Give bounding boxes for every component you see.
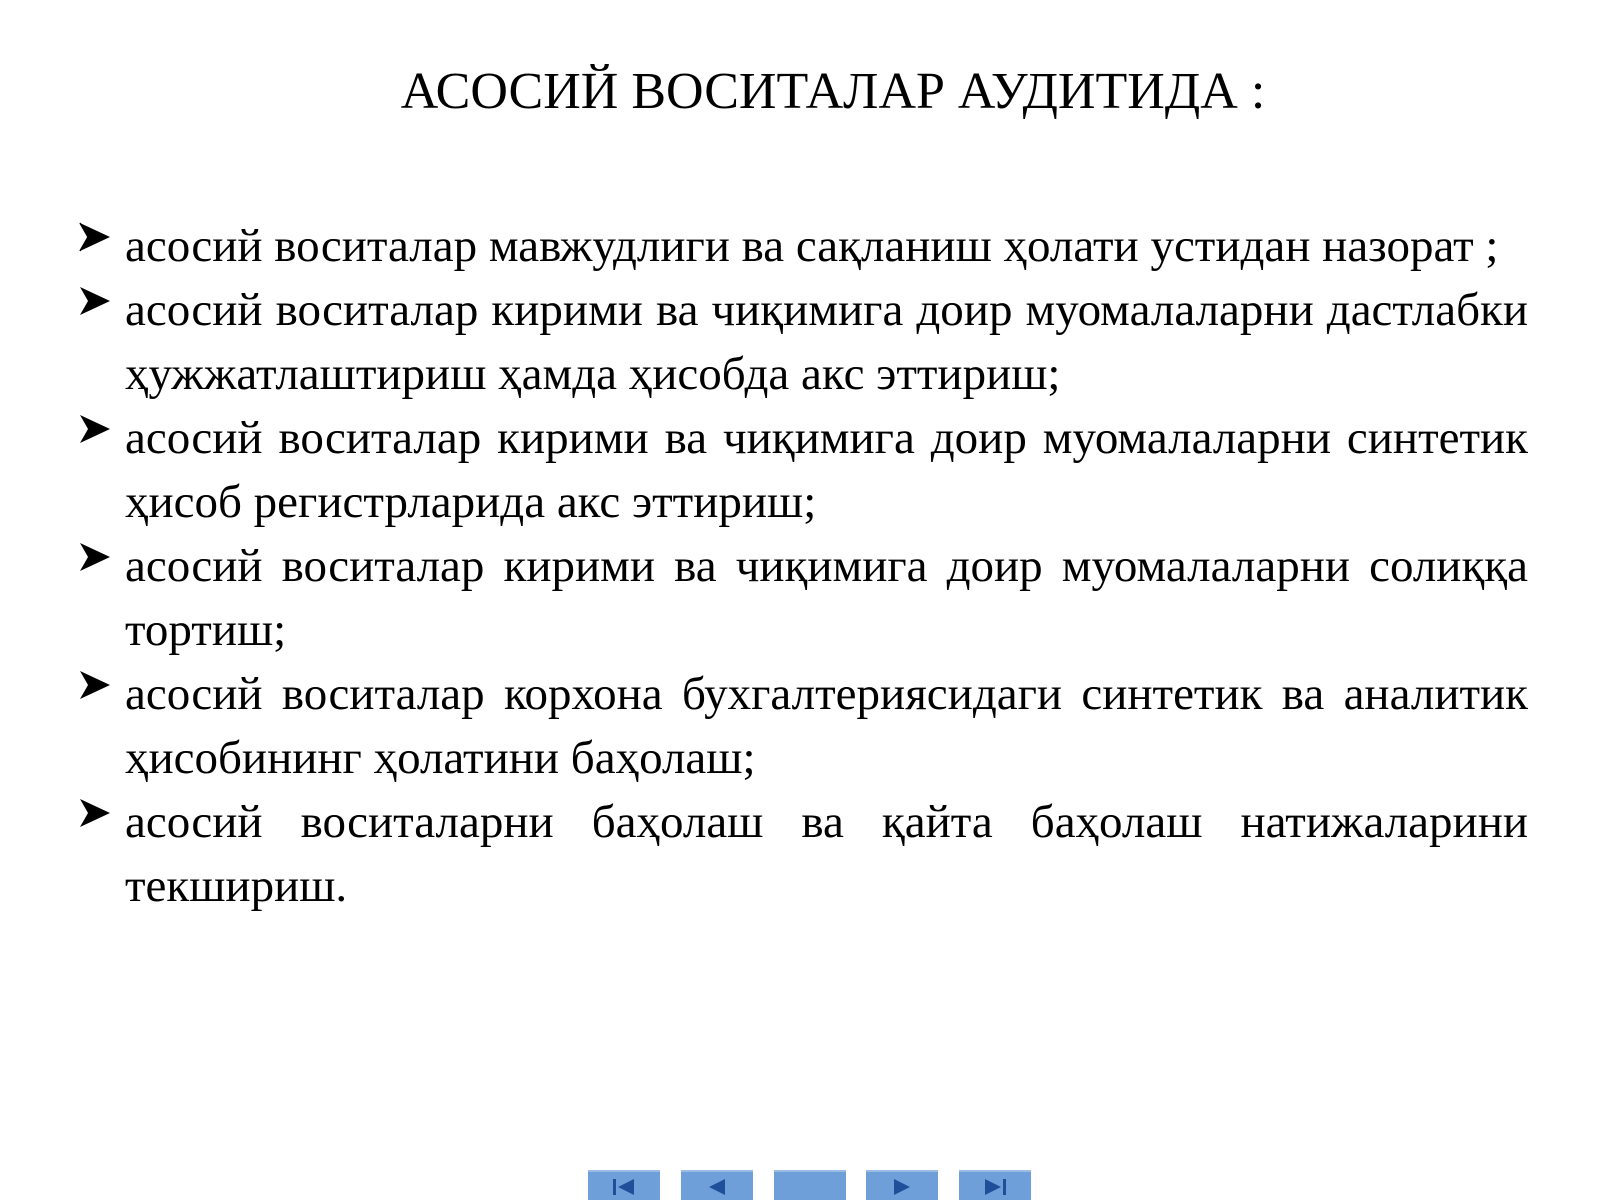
first-slide-icon <box>610 1177 638 1197</box>
slide-title: АСОСИЙ ВОСИТАЛАР АУДИТИДА : <box>400 63 1266 120</box>
bullet-item <box>78 214 1528 278</box>
bullet-text: асосий воситалар кирими ва чиқимига доир муомалаларни солиққа тортиш; <box>125 540 1528 656</box>
bullet-item <box>78 278 1528 406</box>
arrowhead-bullet-icon <box>78 540 112 574</box>
home-button[interactable] <box>774 1170 846 1200</box>
last-slide-icon <box>981 1177 1009 1197</box>
bullet-item <box>78 534 1528 662</box>
bullet-text: асосий воситалар кирими ва чиқимига доир муомалаларни синтетик ҳисоб регистрларида акс эттириш; <box>125 412 1528 528</box>
bullet-item <box>78 790 1528 918</box>
bullet-item <box>78 662 1528 790</box>
home-icon <box>796 1177 824 1197</box>
first-slide-button[interactable] <box>588 1170 660 1200</box>
arrowhead-bullet-icon <box>78 284 112 318</box>
last-slide-button[interactable] <box>959 1170 1031 1200</box>
bullet-item <box>78 406 1528 534</box>
previous-slide-icon <box>703 1177 731 1197</box>
next-slide-button[interactable] <box>866 1170 938 1200</box>
arrowhead-bullet-icon <box>78 796 112 830</box>
arrowhead-bullet-icon <box>78 668 112 702</box>
bullet-text: асосий воситалар кирими ва чиқимига доир муомалаларни дастлабки ҳужжатлаштириш ҳамда ҳисобда акс эттириш; <box>125 284 1528 400</box>
bullet-text: асосий воситалар мавжудлиги ва сақланиш ҳолати устидан назорат ; <box>125 220 1499 272</box>
arrowhead-bullet-icon <box>78 220 112 254</box>
next-slide-icon <box>888 1177 916 1197</box>
bullet-text: асосий воситалар корхона бухгалтериясидаги синтетик ва аналитик ҳисобининг ҳолатини баҳолаш; <box>125 668 1528 784</box>
previous-slide-button[interactable] <box>681 1170 753 1200</box>
bullet-text: асосий воситаларни баҳолаш ва қайта баҳолаш натижаларини текшириш. <box>125 796 1528 912</box>
arrowhead-bullet-icon <box>78 412 112 446</box>
bullet-list <box>78 214 1528 918</box>
